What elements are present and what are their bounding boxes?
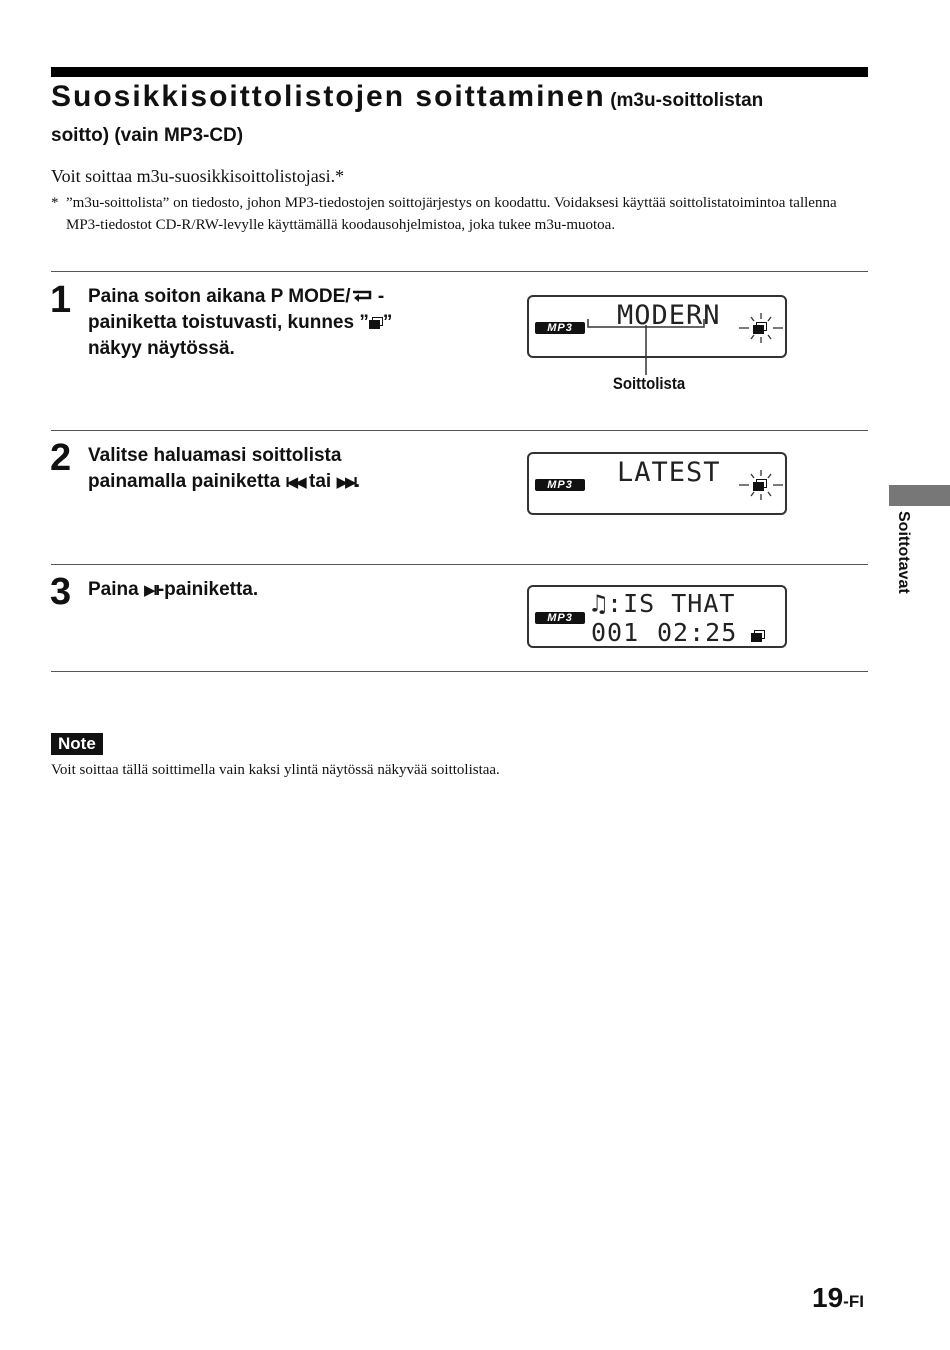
lcd-track-title: ♫:IS THAT [591, 589, 736, 618]
note-text: Voit soittaa tällä soittimella vain kaksi ylintä näytössä näkyvää soittolistaa. [51, 762, 500, 778]
step-divider [51, 430, 868, 431]
mp3-badge: MP3 [535, 612, 585, 624]
prev-track-icon: I◀◀ [285, 474, 304, 491]
lcd-display-3 [527, 585, 787, 648]
playlist-icon [753, 479, 767, 491]
step-2-instruction: Valitse haluamasi soittolista painamalla painiketta I◀◀ tai ▶▶I. [88, 445, 360, 492]
title-sub-part2: soitto) (vain MP3-CD) [51, 125, 244, 146]
callout-line [644, 325, 648, 375]
mp3-badge: MP3 [535, 479, 585, 491]
page-title [51, 80, 868, 151]
step-3-instruction: Paina ▶II-painiketta. [88, 579, 259, 600]
title-sub-part1: (m3u-soittolistan [610, 90, 764, 111]
mp3-badge: MP3 [535, 322, 585, 334]
step-3-number: 3 [50, 571, 72, 613]
lcd-display-2 [527, 452, 787, 515]
page-number-suffix: -FI [843, 1292, 864, 1311]
lcd-track-number: 001 [591, 618, 640, 647]
next-track-icon: ▶▶I [336, 474, 355, 491]
lcd-display-1 [527, 295, 787, 358]
footnote-text: ”m3u-soittolista” on tiedosto, johon MP3-tiedostojen soittojärjestys on koodattu. Voidaksesi käyttää soittolistatoimintoa tallenna MP3-tiedostot CD-R/RW-levylle käyttämällä koodausohjelmistoa, joka tukee m3u-muotoa. [66, 195, 837, 233]
title-rule [51, 67, 868, 77]
intro-text: Voit soittaa m3u-suosikkisoittolistojasi.* [51, 166, 345, 186]
playlist-icon [369, 317, 383, 329]
callout-label: Soittolista [612, 374, 686, 393]
step-1-instruction: Paina soiton aikana P MODE/ - painiketta toistuvasti, kunnes ” ” näkyy näytössä. [88, 286, 393, 359]
step-divider [51, 671, 868, 672]
play-pause-icon: ▶II [143, 582, 158, 599]
step-divider [51, 271, 868, 272]
repeat-mode-icon [351, 289, 373, 303]
page-number [812, 1282, 864, 1314]
note-badge: Note [51, 733, 103, 755]
section-tab-label: Soittotavat [895, 511, 912, 594]
playlist-icon [751, 630, 765, 642]
footnote-marker: * [51, 195, 59, 211]
title-main: Suosikkisoittolistojen soittaminen [51, 80, 606, 113]
step-1-number: 1 [50, 279, 72, 321]
playlist-icon [753, 322, 767, 334]
lcd-playlist-name: MODERN [617, 300, 721, 331]
section-tab [889, 485, 950, 506]
page-number-value: 19 [812, 1282, 844, 1313]
step-2-number: 2 [50, 437, 72, 479]
lcd-elapsed-time: 02:25 [657, 618, 738, 647]
footnote [51, 192, 856, 236]
lcd-playlist-name: LATEST [617, 457, 721, 488]
step-divider [51, 564, 868, 565]
